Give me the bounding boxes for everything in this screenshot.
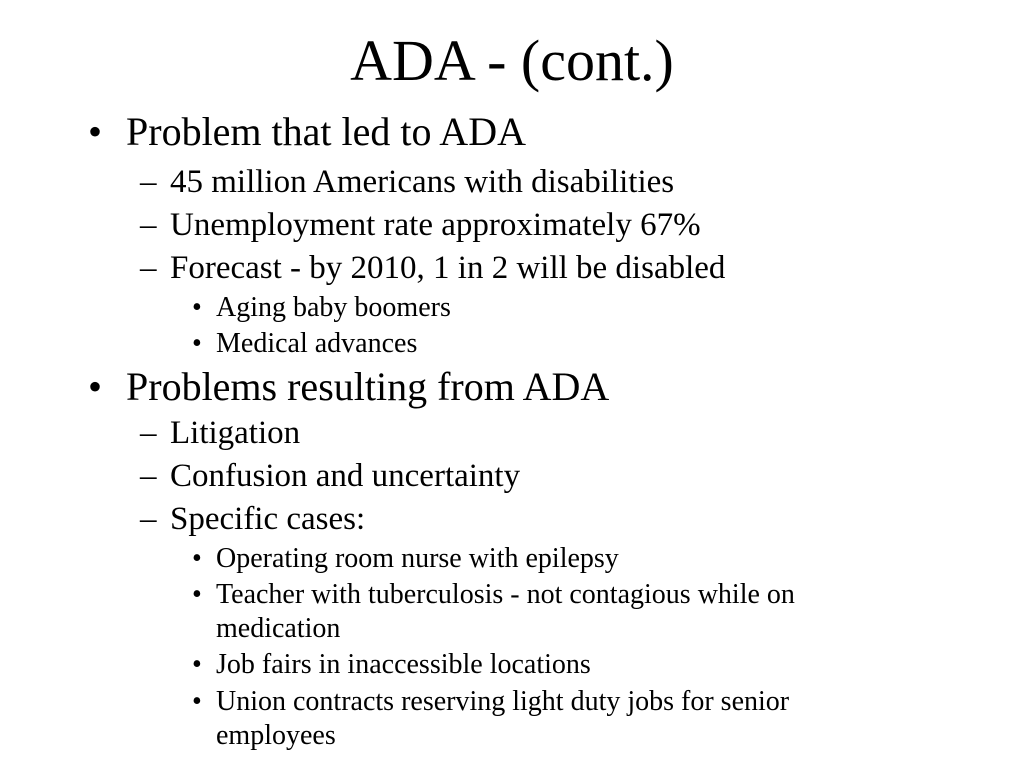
bullet-level-1: •: [88, 109, 103, 154]
sub-list-item-text: Medical advances: [216, 328, 418, 359]
bullet-level-3: •: [192, 649, 202, 680]
slide-title: ADA - (cont.): [350, 28, 674, 93]
sub-list-item-text: Job fairs in inaccessible locations: [216, 649, 591, 680]
list-item-text: Unemployment rate approximately 67%: [170, 207, 701, 243]
sub-list-item-text: Union contracts reserving light duty jobs for senior: [216, 686, 790, 717]
sub-list-item-text: employees: [216, 720, 336, 751]
bullet-level-1: •: [88, 364, 103, 409]
sub-list-item-text: medication: [216, 613, 341, 644]
sub-list-item-continuation: [216, 719, 336, 753]
list-item: [140, 413, 300, 453]
list-item-text: Confusion and uncertainty: [170, 458, 521, 494]
bullet-level-2: –: [140, 501, 157, 537]
sub-list-item-text: Operating room nurse with epilepsy: [216, 543, 619, 574]
sub-list-item: [192, 542, 619, 576]
list-item: [140, 205, 701, 245]
list-item-text: 45 million Americans with disabilities: [170, 164, 675, 200]
bullet-level-2: –: [140, 164, 157, 200]
sub-list-item: [192, 648, 591, 682]
sub-list-item: [192, 291, 451, 325]
section-heading: Problems resulting from ADA: [126, 364, 610, 409]
bullet-level-3: •: [192, 292, 202, 323]
sub-list-item: [192, 578, 795, 612]
bullet-level-3: •: [192, 686, 202, 717]
list-item-text: Specific cases:: [170, 501, 366, 537]
bullet-level-3: •: [192, 579, 202, 610]
sub-list-item-text: Aging baby boomers: [216, 292, 451, 323]
bullet-level-2: –: [140, 415, 157, 451]
list-item: [140, 162, 674, 202]
section-heading: Problem that led to ADA: [126, 109, 526, 154]
list-item: [140, 456, 520, 496]
sub-list-item-text: Teacher with tuberculosis - not contagious while on: [216, 579, 795, 610]
list-item-text: Litigation: [170, 415, 301, 451]
bullet-level-3: •: [192, 328, 202, 359]
sub-list-item-continuation: [216, 612, 340, 646]
bullet-level-2: –: [140, 207, 157, 243]
sub-list-item: [192, 327, 417, 361]
sub-list-item: [192, 685, 789, 719]
section-problem-that-led-to-ada: [88, 108, 526, 156]
section-problems-resulting-from-ada: [88, 363, 609, 411]
list-item-text: Forecast - by 2010, 1 in 2 will be disabled: [170, 250, 726, 286]
bullet-level-3: •: [192, 543, 202, 574]
bullet-level-2: –: [140, 458, 157, 494]
bullet-level-2: –: [140, 250, 157, 286]
list-item: [140, 499, 365, 539]
list-item: [140, 248, 725, 288]
